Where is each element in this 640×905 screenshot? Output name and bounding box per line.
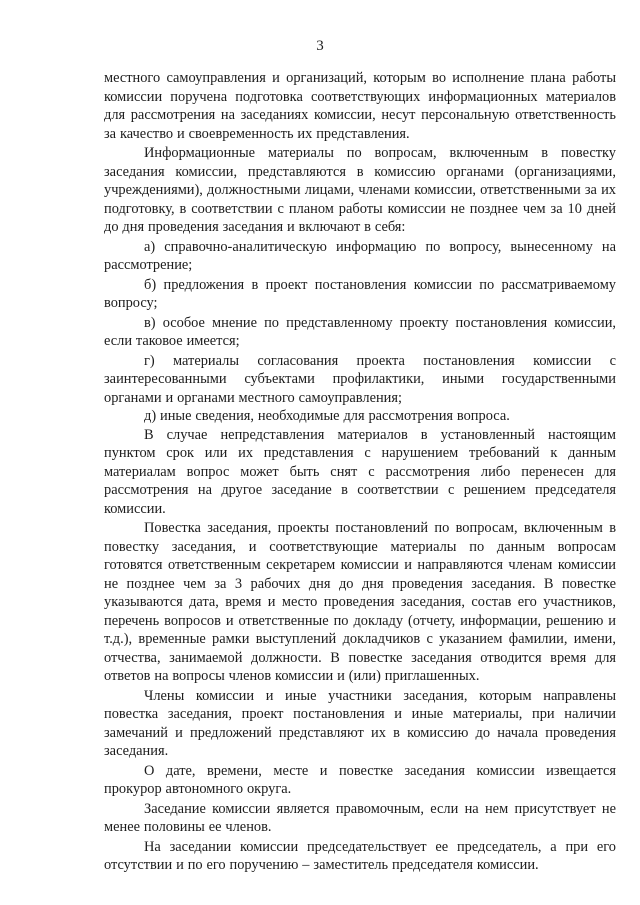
paragraph-information-materials: Информационные материалы по вопросам, включенным в повестку заседания комиссии, представляются в комиссию органами (организациями, учреждениями), должностными лицами, членами комиссии, ответственными за их подготовку, в соответствии с планом работы комиссии не позднее чем за 10 дней до дня проведения заседания и включают в себя: [104,145,616,235]
paragraph-quorum: Заседание комиссии является правомочным, если на нем присутствует не менее половины ее членов. [104,800,616,835]
paragraph-prosecutor: О дате, времени, месте и повестке заседания комиссии извещается прокурор автономного округа. [104,762,616,797]
paragraph-non-submission: В случае непредставления материалов в установленный настоящим пунктом срок или их представления с нарушением требований к данным материалам вопрос может быть снят с рассмотрения либо перенесен для рассмотрения на другое заседание в соответствии с решением председателя комиссии. [104,426,616,517]
list-item-d: д) иные сведения, необходимые для рассмотрения вопроса. [144,408,510,424]
list-item-g: г) материалы согласования проекта постановления комиссии с заинтересованными субъектами профилактики, иными государственными органами и органами местного самоуправления; [104,352,616,406]
list-item-a: а) справочно-аналитическую информацию по вопросу, вынесенному на рассмотрение; [104,238,616,273]
paragraph-chairman: На заседании комиссии председательствует ее председатель, а при его отсутствии и по его поручению – заместитель председателя комиссии. [104,838,616,873]
list-item-v: в) особое мнение по представленному проекту постановления комиссии, если таковое имеется; [104,314,616,349]
paragraph-continuation: местного самоуправления и организаций, которым во исполнение плана работы комиссии поручена подготовка соответствующих информационных материалов для рассмотрения на заседаниях комиссии, несут персональную ответственность за качество и своевременность их представления. [104,70,616,142]
page-number: 3 [316,38,324,54]
list-item-b: б) предложения в проект постановления комиссии по рассматриваемому вопросу; [104,276,616,311]
paragraph-remarks: Члены комиссии и иные участники заседания, которым направлены повестка заседания, проект постановления и иные материалы, при наличии замечаний и предложений представляют их в комиссию до начала проведения заседания. [104,687,616,759]
paragraph-agenda: Повестка заседания, проекты постановлений по вопросам, включенным в повестку заседания, и соответствующие материалы по данным вопросам готовятся ответственным секретарем комиссии и направляются членам комиссии не позднее чем за 3 рабочих дня до дня проведения заседания. В повестке указываются дата, время и место проведения заседания, состав его участников, перечень вопросов и ответственные по докладу (отчету, информации, решению и т.д.), временные рамки выступлений докладчиков с указанием фамилии, имени, отчества, занимаемой должности. В повестке заседания отводится время для ответов на вопросы членов комиссии и (или) приглашенных. [104,520,616,684]
document-body [104,69,616,875]
